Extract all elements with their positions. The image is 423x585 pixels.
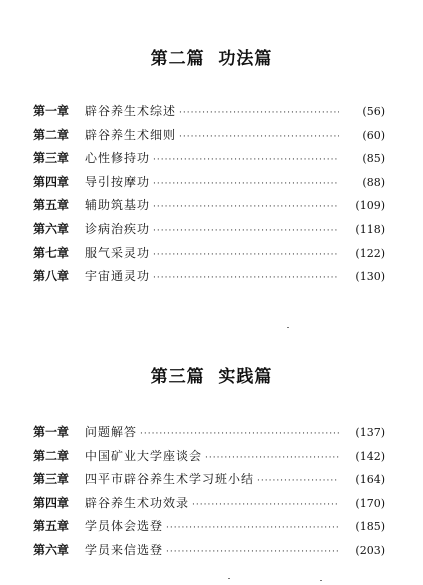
chapter-number: 第四章 [33,174,70,189]
chapter-number: 第六章 [33,542,70,557]
chapter-number: 第二章 [33,127,70,142]
toc-entry[interactable] [33,445,385,469]
chapter-title: 辟谷养生术细则 [85,127,177,142]
toc-entry[interactable] [33,265,385,289]
dot-leader [140,423,339,447]
chapter-title: 心性修持功 [85,151,151,166]
dot-leader [153,267,339,291]
dot-leader [205,447,339,471]
chapter-title: 辟谷养生术功效录 [85,495,190,510]
page-number: (60) [362,128,385,142]
dot-leader [153,220,339,244]
page-number: (170) [355,496,385,510]
chapter-title: 学员体会选登 [85,519,164,534]
page-number: (56) [362,105,385,118]
chapter-number: 第五章 [33,198,70,213]
part-3-title: 第三篇 实践篇 [150,367,273,387]
chapter-number: 第二章 [33,448,70,463]
toc-entry[interactable] [33,539,385,563]
chapter-title: 四平市辟谷养生术学习班小结 [85,472,255,487]
toc-entry[interactable] [33,421,385,445]
dot-leader [179,126,339,150]
chapter-title: 服气采灵功 [85,245,151,260]
scan-speck [320,580,322,581]
page-number: (185) [355,520,385,534]
toc-entry[interactable] [33,468,385,492]
toc-entry[interactable] [33,171,385,195]
part-2-title: 第二篇 功法篇 [150,49,273,69]
toc-entry[interactable] [33,100,385,124]
chapter-number: 第八章 [33,269,70,284]
chapter-title: 诊病治疾功 [85,221,151,236]
dot-leader [192,494,339,518]
dot-leader [166,541,339,565]
chapter-title: 学员来信选登 [85,542,164,557]
page-number: (130) [355,270,385,284]
toc-entry[interactable] [33,515,385,539]
part-2-toc [33,100,385,289]
page-number: (118) [355,222,385,236]
dot-leader [153,196,339,220]
scan-speck [287,327,289,328]
chapter-title: 导引按摩功 [85,174,151,189]
chapter-title: 中国矿业大学座谈会 [85,448,203,463]
dot-leader [257,470,339,494]
dot-leader [166,517,339,541]
page-number: (203) [355,543,385,557]
chapter-number: 第七章 [33,245,70,260]
chapter-number: 第一章 [33,425,70,439]
toc-entry[interactable] [33,218,385,242]
toc-entry[interactable] [33,147,385,171]
page-number: (85) [362,152,385,166]
chapter-title: 辅助筑基功 [85,198,151,213]
chapter-title: 辟谷养生术综述 [85,104,177,118]
part-3-toc [33,421,385,563]
page-number: (137) [355,426,385,439]
chapter-number: 第五章 [33,519,70,534]
chapter-number: 第四章 [33,495,70,510]
chapter-number: 第一章 [33,104,70,118]
toc-entry[interactable] [33,492,385,516]
chapter-title: 宇宙通灵功 [85,269,151,284]
page-number: (109) [355,199,385,213]
toc-entry[interactable] [33,124,385,148]
dot-leader [153,244,339,268]
page-number: (122) [355,246,385,260]
toc-entry[interactable] [33,194,385,218]
scan-speck [228,578,230,579]
page-number: (164) [355,473,385,487]
chapter-number: 第三章 [33,472,70,487]
dot-leader [153,173,339,197]
chapter-number: 第六章 [33,221,70,236]
page-number: (88) [362,175,385,189]
dot-leader [179,102,339,126]
toc-entry[interactable] [33,242,385,266]
chapter-number: 第三章 [33,151,70,166]
page-number: (142) [355,449,385,463]
dot-leader [153,149,339,173]
chapter-title: 问题解答 [85,425,138,439]
